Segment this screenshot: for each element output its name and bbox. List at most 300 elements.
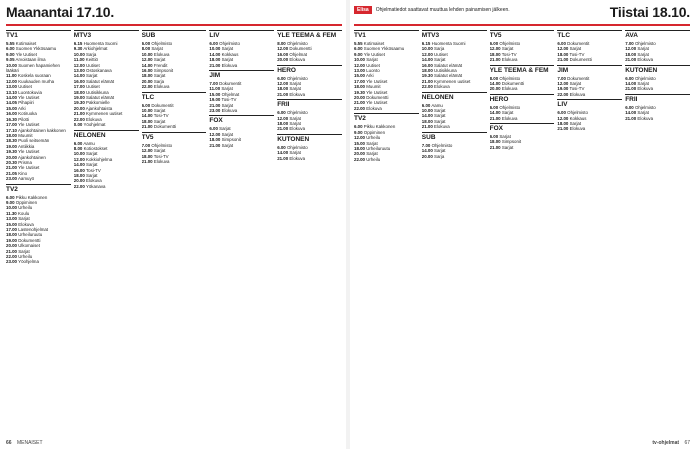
listing-column — [354, 30, 419, 435]
programme-time: 20.00 — [6, 154, 17, 160]
programme-title: Ohjelmat — [221, 91, 240, 97]
programme-time: 14.00 — [141, 113, 153, 119]
programme-time: 12.00 — [625, 46, 637, 52]
channel-heading: AVA — [625, 30, 690, 40]
programme-time: 21.00 — [489, 115, 501, 121]
programme-title: Ohjelmisto — [499, 75, 521, 81]
programme-title: Sarjat — [86, 162, 98, 168]
channel-heading: TLC — [557, 30, 622, 40]
programme-title: Yle Uutiset — [366, 89, 388, 95]
programme-time: 12.00 — [277, 81, 289, 87]
programme-time: 6.00 — [209, 126, 218, 132]
programme-title: Aamu — [83, 140, 95, 146]
programme-title: Tosi-TV — [153, 153, 169, 159]
programme-time: 6.00 — [6, 194, 15, 200]
programme-time: 12.00 — [73, 156, 85, 162]
programme-row — [422, 154, 487, 159]
listing-column — [490, 30, 555, 435]
programme-title: Oppiminen — [363, 129, 386, 135]
programme-time: 16.00 — [6, 111, 17, 117]
programme-title: Dokumentti — [366, 95, 389, 101]
programme-title: Elokuva — [637, 86, 654, 92]
programme-title: Elokuva — [153, 84, 170, 90]
programme-title: Ajankohtainen kakkonen — [17, 127, 66, 133]
programme-time: 10.00 — [209, 46, 221, 52]
programme-time: 12.00 — [557, 115, 569, 121]
programme-time: 15.00 — [6, 105, 17, 111]
programme-title: Sarjat — [434, 57, 446, 63]
channel-heading: KUTONEN — [625, 65, 690, 75]
programme-time: 19.30 — [421, 73, 433, 79]
programme-time: 18.00 — [141, 73, 153, 79]
channel-heading: TV2 — [6, 184, 71, 194]
programme-time: 12.00 — [141, 57, 153, 63]
programme-time: 15.00 — [6, 221, 17, 227]
programme-time: 22.00 — [354, 105, 365, 111]
programme-title: Sarjat — [221, 102, 234, 108]
folio-right: 67 — [684, 440, 690, 446]
programme-row — [490, 86, 555, 91]
programme-title: Kotiruoka — [18, 111, 37, 117]
programme-title: Sarjat — [221, 46, 234, 52]
programme-row — [142, 159, 207, 164]
programme-time: 11.00 — [6, 73, 17, 79]
programme-title: Sarjat — [219, 126, 231, 132]
programme-title: Sarjat — [366, 57, 378, 63]
programme-row — [6, 259, 71, 264]
channel-heading: FOX — [490, 123, 555, 133]
programme-title: Yöohjelma — [18, 259, 39, 265]
programme-title: Elokuva — [289, 155, 306, 161]
programme-time: 13.00 — [73, 68, 85, 74]
programme-time: 12.00 — [141, 148, 153, 154]
programme-title: Sarjat — [153, 108, 166, 114]
programme-title: Pakkomielle — [86, 100, 110, 106]
programme-title: Kotimaiset — [15, 41, 37, 46]
programme-time: 21.00 — [557, 126, 569, 132]
programme-title: Sarjat — [569, 121, 582, 127]
programme-title: Sarja — [153, 78, 165, 84]
programme-title: Uutisikkuna — [434, 68, 457, 74]
listing-columns-left — [6, 30, 342, 435]
left-page — [0, 0, 346, 449]
programme-row — [74, 184, 139, 189]
programme-title: Prisma — [18, 159, 32, 165]
channel-heading: KUTONEN — [277, 134, 342, 144]
programme-title: Ohjelmisto — [499, 41, 521, 46]
programme-title: Puoli seitsemän — [18, 138, 50, 144]
programme-time: 14.00 — [421, 113, 433, 119]
programme-title: Sarja — [434, 153, 445, 159]
programme-title: Dokumentit — [219, 81, 242, 87]
programme-title: Suomen Ykkösaamu — [15, 46, 57, 52]
programme-time: 20.00 — [489, 86, 501, 92]
programme-time: 6.00 — [354, 46, 363, 52]
programme-time: 20.00 — [354, 151, 365, 157]
channel-heading: FRII — [625, 94, 690, 104]
programme-time: 6.00 — [557, 110, 566, 116]
programme-title: Huomenta Suomi — [431, 41, 466, 46]
programme-title: Kuukauden murha — [18, 78, 55, 84]
programme-time: 21.00 — [6, 248, 17, 254]
programme-title: Tosi-TV — [501, 51, 517, 57]
programme-time: 10.00 — [421, 46, 433, 52]
programme-title: Sarjat — [569, 81, 582, 87]
programme-time: 0.00 — [73, 122, 83, 128]
programme-time: 8.00 — [73, 145, 83, 151]
programme-time: 18.00 — [73, 172, 85, 178]
programme-title: Elokuva — [86, 116, 102, 122]
programme-title: Sarjat — [86, 151, 98, 157]
programme-title: Sarjat — [434, 118, 446, 124]
programme-time: 9.00 — [6, 51, 15, 57]
accent-rule-right — [354, 24, 690, 26]
listing-column — [277, 30, 342, 435]
programme-title: Ohjelmisto — [499, 104, 521, 110]
programme-title: Urheiluruutu — [366, 145, 391, 151]
programme-row — [354, 157, 419, 162]
right-page — [350, 0, 696, 449]
programme-time: 23.00 — [6, 176, 17, 182]
programme-time: 6.00 — [625, 75, 634, 81]
programme-time: 18.00 — [489, 51, 501, 57]
programme-time: 23.00 — [6, 259, 17, 265]
programme-title: Uutiset — [366, 62, 380, 68]
channel-heading: LIV — [557, 99, 622, 109]
channel-heading: FOX — [209, 115, 274, 125]
programme-time: 12.00 — [73, 62, 85, 68]
programme-title: Elokuva — [289, 57, 306, 63]
programme-title: Yle Uutiset — [18, 165, 40, 171]
section-name: tv-ohjelmat — [652, 440, 680, 446]
programme-title: Dokumentit — [151, 102, 174, 108]
channel-heading: TV5 — [142, 132, 207, 142]
programme-time: 14.00 — [421, 57, 433, 63]
programme-title: Aamu — [431, 102, 443, 108]
programme-title: Sarja — [86, 51, 97, 57]
programme-time: 12.00 — [209, 131, 221, 137]
programme-time: 20.00 — [277, 57, 289, 63]
programme-row — [6, 176, 71, 181]
programme-title: Kymmenen uutiset — [434, 78, 471, 84]
programme-title: Urheilu — [18, 254, 33, 260]
programme-time: 19.00 — [6, 143, 17, 149]
programme-title: Aamuyö — [17, 176, 35, 182]
programme-time: 21.00 — [489, 57, 501, 63]
programme-title: Dokumentit — [567, 41, 590, 46]
programme-row — [557, 92, 622, 97]
programme-time: 6.00 — [625, 104, 634, 110]
programme-time: 21.00 — [209, 62, 221, 68]
programme-title: Kokkaus — [569, 115, 587, 121]
programme-time: 20.00 — [141, 78, 153, 84]
programme-title: Ohjelmisto — [286, 75, 308, 81]
programme-time: 16.00 — [277, 51, 289, 57]
programme-time: 21.00 — [277, 126, 289, 132]
programme-time: 6.00 — [209, 41, 218, 46]
programme-title: Sarjat — [501, 46, 514, 52]
programme-time: 19.00 — [209, 97, 221, 103]
channel-heading: LIV — [209, 30, 274, 40]
programme-time: 20.00 — [73, 105, 85, 111]
programme-title: Elokuva — [221, 62, 238, 68]
programme-title: Lastenohjelmat — [18, 227, 49, 232]
programme-row — [625, 116, 690, 121]
programme-title: Sarjat — [434, 148, 446, 154]
programme-title: Ulkomaiset — [18, 243, 40, 249]
programme-time: 16.00 — [421, 62, 433, 68]
programme-time: 6.00 — [141, 41, 151, 46]
programme-time: 16.00 — [73, 167, 85, 173]
programme-title: Urheilu — [366, 135, 381, 141]
channel-heading: NELONEN — [74, 130, 139, 140]
programme-title: Dokumentti — [501, 81, 525, 87]
programme-title: Simpsonit — [153, 68, 174, 74]
channel-heading: HERO — [490, 94, 555, 104]
programme-time: 20.30 — [6, 159, 17, 165]
programme-time: 10.00 — [73, 51, 85, 57]
programme-title: Suomen Ykkösaamu — [363, 46, 405, 52]
programme-title: Sarjat — [569, 46, 582, 52]
programme-time: 6.00 — [489, 41, 499, 46]
programme-time: 15.00 — [209, 91, 221, 97]
programme-title: Dokumentti — [289, 46, 312, 52]
programme-title: Ohjelmisto — [634, 104, 656, 110]
programme-title: Kymmenen uutiset — [86, 111, 123, 117]
programme-title: Elokuva — [637, 115, 654, 121]
brand-strip — [354, 5, 510, 15]
programme-time: 22.00 — [73, 116, 85, 122]
programme-time: 18.00 — [209, 57, 221, 63]
programme-time: 21.00 — [557, 57, 569, 63]
programme-title: Ohjelmisto — [219, 41, 240, 46]
programme-time: 11.00 — [73, 57, 85, 63]
programme-time: 20.00 — [73, 178, 85, 184]
programme-title: Sarjat — [18, 248, 30, 254]
programme-time: 20.00 — [354, 95, 365, 101]
programme-time: 17.00 — [6, 227, 17, 232]
programme-time: 5.55 — [354, 41, 363, 46]
programme-time: 6.00 — [421, 102, 431, 108]
programme-title: Tosi-TV — [221, 97, 237, 103]
programme-title: Ohjelmisto — [286, 144, 308, 150]
programme-row — [490, 57, 555, 62]
channel-heading: TLC — [142, 92, 207, 102]
programme-time: 14.00 — [625, 81, 637, 87]
programme-title: Elokuva — [569, 91, 586, 97]
programme-time: 18.00 — [421, 68, 433, 74]
programme-title: Sarjat — [86, 172, 98, 178]
programme-title: Sarjat — [151, 46, 163, 52]
programme-time: 18.00 — [73, 89, 85, 95]
programme-time: 6.00 — [277, 144, 286, 150]
programme-time: 12.00 — [421, 51, 433, 57]
programme-time: 6.00 — [6, 46, 15, 52]
programme-time: 18.00 — [209, 137, 221, 143]
programme-time: 17.10 — [6, 127, 17, 133]
programme-time: 14.00 — [209, 51, 221, 57]
programme-time: 14.00 — [277, 150, 289, 156]
programme-title: Elokuva — [501, 57, 518, 63]
day-title-right: Tiistai 18.10. — [609, 4, 690, 20]
programme-title: Kino — [18, 170, 28, 176]
programme-row — [490, 116, 555, 121]
programme-title: Elokuva — [569, 126, 586, 132]
programme-time: 20.00 — [6, 243, 17, 249]
programme-title: Salatut elämät — [86, 78, 115, 84]
programme-title: Sarjat — [499, 134, 511, 140]
programme-title: Uutiset — [86, 62, 100, 68]
programme-time: 22.00 — [6, 254, 17, 260]
programme-time: 10.00 — [73, 151, 85, 157]
programme-title: Sarjat — [221, 142, 234, 148]
programme-title: Elokuva — [86, 178, 102, 184]
programme-time: 18.00 — [6, 232, 17, 238]
programme-time: 18.00 — [277, 121, 289, 127]
programme-time: 19.00 — [73, 95, 85, 101]
listing-column — [74, 30, 139, 435]
programme-row — [625, 57, 690, 62]
programme-title: Luonto — [366, 68, 380, 74]
programme-title: Uutiset — [434, 51, 448, 57]
programme-time: 21.00 — [625, 86, 637, 92]
programme-row — [277, 156, 342, 161]
channel-heading: JIM — [557, 65, 622, 75]
programme-row — [209, 143, 274, 148]
programme-time: 14.00 — [625, 110, 637, 116]
programme-title: Sarjat — [289, 81, 301, 87]
programme-title: Ohjelmisto — [634, 75, 656, 81]
programme-time: 12.00 — [557, 46, 569, 52]
programme-time: 19.30 — [73, 100, 85, 106]
programme-time: 14.00 — [489, 110, 501, 116]
programme-time: 13.00 — [6, 84, 17, 90]
programme-time: 15.00 — [354, 140, 365, 146]
programme-title: Urheiluruutu — [18, 232, 43, 238]
programme-time: 21.00 — [209, 102, 221, 108]
programme-time: 21.00 — [277, 155, 289, 161]
programme-time: 9.00 — [354, 129, 363, 135]
programme-title: Elokuva — [501, 86, 518, 92]
programme-time: 18.00 — [141, 153, 153, 159]
programme-time: 18.00 — [625, 51, 637, 57]
programme-time: 8.00 — [277, 41, 286, 46]
programme-time: 21.00 — [421, 124, 433, 130]
programme-title: Sarjat — [366, 140, 378, 146]
programme-time: 19.00 — [557, 86, 569, 92]
listing-columns-right — [354, 30, 690, 435]
programme-time: 5.55 — [6, 41, 15, 46]
channel-heading: YLE TEEMA & FEM — [490, 65, 555, 75]
programme-title: Elokuva — [289, 126, 306, 132]
programme-title: Ostoskanava — [86, 68, 112, 74]
programme-title: Dokumentti — [153, 124, 177, 130]
programme-time: 22.00 — [354, 156, 365, 162]
programme-time: 8.00 — [489, 75, 499, 81]
programme-time: 6.00 — [73, 140, 83, 146]
programme-time: 23.00 — [209, 108, 221, 114]
programme-title: Elokuva — [18, 221, 34, 227]
programme-time: 13.00 — [6, 216, 17, 222]
channel-heading: HERO — [277, 65, 342, 75]
programme-time: 12.00 — [557, 81, 569, 87]
programme-title: Elokuva — [289, 91, 306, 97]
programme-time: 14.00 — [73, 73, 85, 79]
programme-title: Sarja — [434, 46, 445, 52]
programme-title: Koskela suoraan — [17, 73, 51, 79]
programme-time: 6.00 — [277, 75, 286, 81]
programme-time: 16.00 — [73, 78, 85, 84]
programme-time: 6.00 — [277, 110, 286, 116]
programme-title: Sarjat — [637, 51, 649, 57]
programme-time: 21.00 — [354, 100, 365, 106]
programme-title: Ohjelmisto — [151, 41, 173, 46]
elisa-logo: Elisa — [354, 6, 372, 14]
programme-time: 8.00 — [141, 46, 151, 52]
programme-title: Ohjelmat — [289, 51, 307, 57]
programme-title: Sarjat — [637, 46, 649, 52]
programme-time: 6.00 — [489, 104, 499, 110]
programme-time: 7.00 — [421, 142, 431, 148]
programme-time: 18.00 — [277, 86, 289, 92]
programme-title: Sarjat — [153, 57, 166, 63]
programme-time: 22.00 — [421, 84, 433, 90]
programme-title: Yle Uutiset — [18, 122, 40, 128]
programme-row — [422, 124, 487, 129]
programme-title: Koulu — [17, 210, 30, 216]
programme-row — [209, 63, 274, 68]
programme-time: 14.00 — [141, 62, 153, 68]
programme-time: 6.15 — [421, 41, 431, 46]
magazine-name: MENAISET — [16, 440, 43, 446]
programme-time: 19.30 — [354, 89, 365, 95]
programme-time: 6.00 — [141, 102, 151, 108]
programme-time: 21.00 — [625, 115, 637, 121]
listing-column — [6, 30, 71, 435]
programme-row — [422, 84, 487, 89]
programme-title: Elokuva — [501, 115, 518, 121]
programme-title: Keittiö — [85, 57, 98, 63]
programme-title: Pilotti — [18, 116, 29, 122]
accent-rule-left — [6, 24, 342, 26]
programme-title: Uutiset — [18, 84, 32, 90]
programme-row — [209, 108, 274, 113]
programme-row — [6, 63, 71, 74]
programme-time: 13.00 — [354, 68, 365, 74]
programme-time: 14.05 — [6, 100, 17, 106]
programme-time: 22.00 — [73, 183, 85, 189]
programme-title: Sarjat — [434, 113, 446, 119]
programme-time: 21.00 — [625, 57, 637, 63]
programme-time: 21.00 — [6, 165, 17, 171]
programme-title: Elokuva — [366, 105, 382, 111]
programme-title: Sarjat — [366, 151, 378, 157]
programme-title: Muumit — [366, 84, 381, 90]
programme-title: Oppiminen — [15, 199, 38, 205]
programme-title: Sarjat — [289, 121, 301, 127]
programme-row — [277, 57, 342, 62]
programme-row — [625, 86, 690, 91]
programme-time: 17.00 — [6, 122, 17, 128]
programme-time: 12.00 — [489, 46, 501, 52]
programme-title: Sarjat — [501, 144, 514, 150]
programme-title: Uutisikkuna — [86, 89, 109, 95]
programme-title: Tosi-TV — [569, 86, 585, 92]
programme-title: Ohjelmisto — [567, 110, 588, 116]
programme-time: 12.00 — [277, 115, 289, 121]
programme-time: 6.00 — [354, 124, 363, 130]
programme-time: 13.10 — [6, 89, 17, 95]
